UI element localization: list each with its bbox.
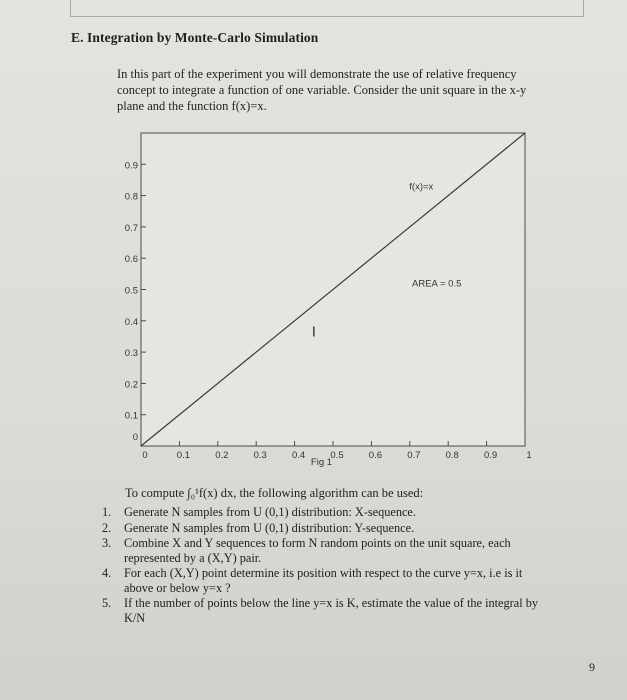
step-text: Generate N samples from U (0,1) distribution: Y-sequence. — [124, 520, 415, 535]
step-number: 5. — [102, 596, 112, 610]
top-frame-edge — [70, 0, 584, 17]
step-text: Combine X and Y sequences to form N random points on the unit square, each represented by a (X,Y) pair. — [124, 536, 511, 565]
x-tick-label: 0.4 — [291, 450, 306, 461]
y-tick-label: 0.7 — [124, 222, 138, 234]
y-tick-label: 0.2 — [124, 379, 138, 391]
y-tick-label: 0.6 — [124, 254, 138, 266]
y-tick-label: 0.1 — [124, 410, 138, 422]
algorithm-lead: To compute ∫₀¹f(x) dx, the following algorithm can be used: — [125, 486, 424, 500]
x-tick-label: 0.3 — [253, 450, 267, 461]
algorithm-step — [92, 536, 542, 565]
y-tick-label: 0.3 — [124, 348, 138, 360]
intro-paragraph: In this part of the experiment you will demonstrate the use of relative frequency concept to integrate a function of one variable. Consider the unit square in the x-y plane and the function f(x)=x. — [117, 67, 527, 113]
step-text: If the number of points below the line y=x is K, estimate the value of the integral by K/N — [124, 596, 538, 625]
y-tick-label: 0 — [132, 432, 138, 443]
x-tick-label: 0.2 — [215, 450, 229, 461]
chart-annotation: f(x)=x — [409, 181, 434, 193]
x-tick-label: 0.9 — [483, 450, 498, 461]
step-number: 2. — [102, 520, 112, 535]
x-tick-label: 0.7 — [407, 450, 421, 461]
page-number: 9 — [589, 660, 595, 674]
y-tick-label: 0.4 — [124, 316, 138, 328]
figure-label: Fig 1 — [310, 457, 333, 468]
x-tick-label: 0.5 — [330, 450, 344, 461]
chart-annotation: AREA = 0.5 — [411, 278, 462, 290]
step-text: Generate N samples from U (0,1) distribution: X-sequence. — [124, 505, 416, 519]
algorithm-step — [92, 596, 542, 625]
algorithm-step — [92, 505, 542, 520]
algorithm-step — [92, 521, 542, 536]
y-tick-label: 0.5 — [124, 285, 138, 297]
chart-figure — [110, 128, 530, 478]
algorithm-steps — [92, 505, 542, 626]
chart-annotation: I — [311, 323, 316, 341]
x-tick-label: 0 — [142, 450, 148, 461]
x-tick-label: 0.6 — [368, 450, 383, 461]
step-number: 4. — [102, 566, 112, 580]
y-tick-label: 0.9 — [124, 160, 138, 172]
x-tick-label: 1 — [526, 450, 532, 461]
x-tick-label: 0.8 — [445, 450, 459, 461]
section-title: E. Integration by Monte-Carlo Simulation — [71, 30, 319, 45]
step-number: 3. — [102, 536, 112, 550]
x-tick-label: 0.1 — [176, 450, 191, 461]
y-tick-label: 0.8 — [124, 191, 138, 203]
step-text: For each (X,Y) point determine its position with respect to the curve y=x, i.e is it above or below y=x ? — [124, 566, 523, 595]
step-number: 1. — [102, 505, 112, 519]
algorithm-step — [92, 566, 542, 595]
chart-svg — [110, 128, 530, 473]
